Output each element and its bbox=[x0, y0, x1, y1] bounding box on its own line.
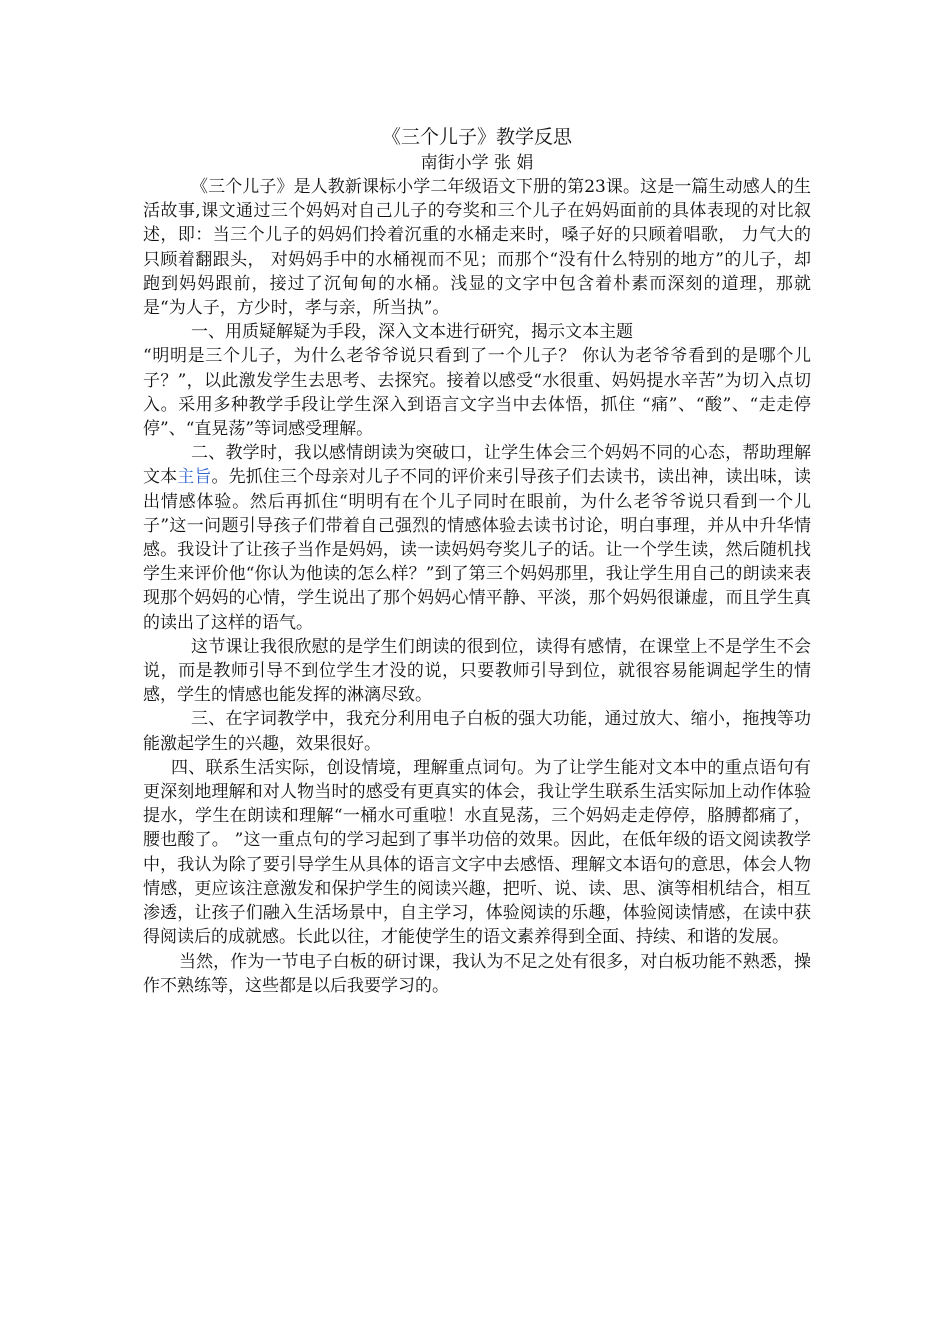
section4-paragraph: 四、联系生活实际，创设情境，理解重点词句。为了让学生能对文本中的重点语句有更深刻地理解和对人物当时的感受有更真实的体会，我让学生联系生活实际加上动作体验提水，学生在朗读和理解“一桶水可重啦！水直晃荡，三个妈妈走走停停，胳膊都痛了，腰也酸了。 ”这一重点句的学习起到了事半功倍的效果。因此，在低年级的语文阅读教学中，我认为除了要引导学生从具体的语言文字中去感悟、理解文本语句的意思，体会人物情感，更应该注意激发和保护学生的阅读兴趣，把听、说、读、思、演等相机结合，相互渗透，让孩子们融入生活场景中，自主学习，体验阅读的乐趣，体验阅读情感，在读中获得阅读后的成就感。长此以往，才能使学生的语文素养得到全面、持续、和谐的发展。 bbox=[143, 757, 811, 948]
document-page bbox=[143, 124, 811, 998]
section2-keyword-link[interactable]: 主旨 bbox=[177, 467, 212, 488]
section2-text-before: 二、教学时，我以感情朗读为突破口，让学生体会三个妈妈不同的心态，帮助理解文本 bbox=[143, 443, 811, 488]
section1-body: “明明是三个儿子，为什么老爷爷说只看到了一个儿子？ 你认为老爷爷看到的是哪个儿子？”，以此激发学生去思考、去探究。接着以感受“水很重、妈妈提水辛苦”为切入点切入。采用多种教学手段让学生深入到语言文字当中去体悟，抓住 “痛”、“酸”、“走走停停”、“直晃荡”等词感受理解。 bbox=[143, 346, 811, 440]
intro-paragraph: 《三个儿子》是人教新课标小学二年级语文下册的第23课。这是一篇生动感人的生活故事,课文通过三个妈妈对自己儿子的夸奖和三个儿子在妈妈面前的具体表现的对比叙述，即：当三个儿子的妈妈们拎着沉重的水桶走来时，嗓子好的只顾着唱歌， 力气大的只顾着翻跟头， 对妈妈手中的水桶视而不见；而那个“没有什么特别的地方”的儿子，却跑到妈妈跟前，接过了沉甸甸的水桶。浅显的文字中包含着朴素而深刻的道理，那就是“为人子，方少时，孝与亲，所当执”。 bbox=[143, 177, 811, 319]
author-line: 南街小学 张 娟 bbox=[420, 153, 534, 173]
section1-heading: 一、用质疑解疑为手段，深入文本进行研究，揭示文本主题 bbox=[191, 322, 633, 343]
section2-reflection: 这节课让我很欣慰的是学生们朗读的很到位，读得有感情，在课堂上不是学生不会说，而是教师引导不到位学生才没的说，只要教师引导到位，就很容易能调起学生的情感，学生的情感也能发挥的淋漓尽致。 bbox=[143, 636, 811, 706]
conclusion-paragraph: 当然，作为一节电子白板的研讨课，我认为不足之处有很多，对白板功能不熟悉，操作不熟练等，这些都是以后我要学习的。 bbox=[143, 951, 811, 996]
document-title: 《三个儿子》教学反思 bbox=[381, 126, 572, 148]
section2-paragraph bbox=[143, 441, 811, 635]
section3-paragraph: 三、在字词教学中，我充分利用电子白板的强大功能，通过放大、缩小，拖拽等功能激起学生的兴趣，效果很好。 bbox=[143, 709, 811, 754]
section2-text-after: 。先抓住三个母亲对儿子不同的评价来引导孩子们去读书，读出神，读出味，读出情感体验。然后再抓住“明明有在个儿子同时在眼前，为什么老爷爷说只看到一个儿子”这一问题引导孩子们带着自己强烈的情感体验去读书讨论，明白事理，并从中升华情感。我设计了让孩子当作是妈妈，读一读妈妈夸奖儿子的话。让一个学生读，然后随机找学生来评价他“你认为他读的怎么样？”到了第三个妈妈那里，我让学生用自己的朗读来表现那个妈妈的心情，学生说出了那个妈妈心情平静、平淡，那个妈妈很谦虚，而且学生真的读出了这样的语气。 bbox=[143, 467, 812, 633]
